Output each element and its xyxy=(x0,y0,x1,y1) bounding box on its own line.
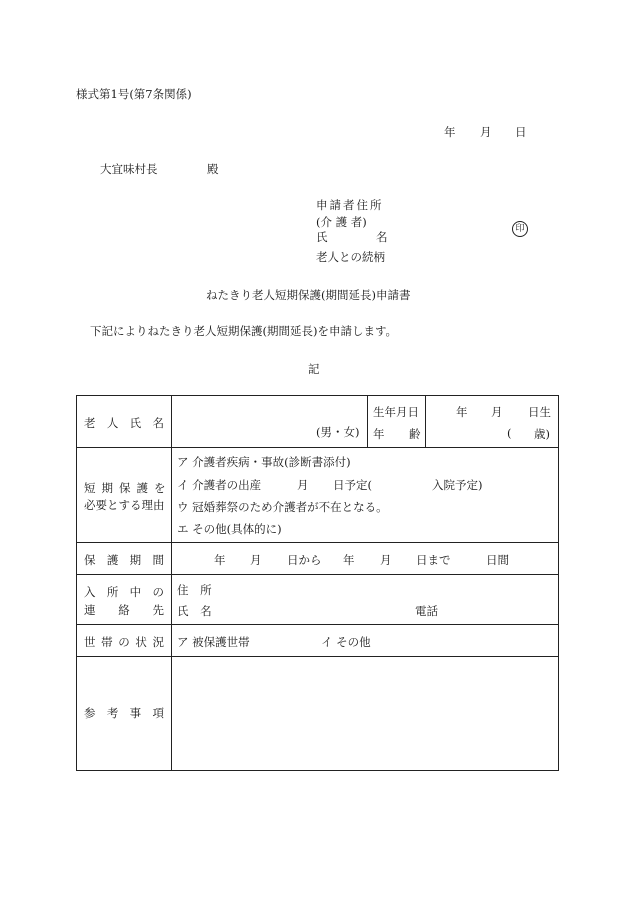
age-label-1: 年 xyxy=(373,427,385,441)
label-char: 参 xyxy=(84,706,96,720)
label-char: 所 xyxy=(106,585,119,599)
period-end-month: 月 xyxy=(380,553,392,567)
row4-label-line2 xyxy=(84,602,164,618)
birth-year-label: 年 xyxy=(456,405,468,419)
reason-item-b-month: 月 xyxy=(297,478,309,492)
column-divider xyxy=(171,396,172,770)
label-char: 事 xyxy=(129,706,142,720)
label-char: 入 xyxy=(84,585,96,599)
period-start-month: 月 xyxy=(250,553,262,567)
row-divider xyxy=(77,574,558,575)
label-char: 帯 xyxy=(101,635,113,649)
label-char: 況 xyxy=(152,635,164,649)
reason-item-b: イ 介護者の出産 xyxy=(177,478,262,492)
label-char: 老 xyxy=(84,416,96,430)
label-char: 間 xyxy=(152,553,164,567)
period-start-year: 年 xyxy=(214,553,226,567)
form-number: 様式第1号(第7条関係) xyxy=(76,87,192,101)
reason-item-a: ア 介護者疾病・事故(診断書添付) xyxy=(177,455,351,469)
row-divider xyxy=(77,447,558,448)
period-days: 日間 xyxy=(486,553,509,567)
reason-item-b-day: 日予定( xyxy=(333,478,372,492)
label-char: 期 xyxy=(129,553,142,567)
row-divider xyxy=(77,624,558,625)
label-char: 護 xyxy=(106,553,119,567)
addressee-name: 大宜味村長 xyxy=(100,162,158,176)
row4-label-line1 xyxy=(84,584,164,600)
document-title: ねたきり老人短期保護(期間延長)申請書 xyxy=(206,288,411,302)
period-end-year: 年 xyxy=(343,553,355,567)
reason-item-b-hospital: 入院予定) xyxy=(432,478,483,492)
label-char: 人 xyxy=(106,416,119,430)
column-divider xyxy=(425,396,426,447)
row1-label xyxy=(84,415,164,431)
reason-item-d: エ その他(具体的に) xyxy=(177,522,282,536)
date-day-label: 日 xyxy=(515,125,527,139)
label-char: 中 xyxy=(129,585,142,599)
applicant-caregiver-label: (介 護 者) xyxy=(316,215,367,229)
reason-item-c: ウ 冠婚葬祭のため介護者が不在となる。 xyxy=(177,500,388,514)
applicant-relationship-label: 老人との続柄 xyxy=(316,250,385,264)
applicant-address-label: 申請者住所 xyxy=(316,198,384,212)
contact-phone-label: 電話 xyxy=(415,604,438,618)
birth-day-label: 日生 xyxy=(528,405,551,419)
row2-label-line2: 必要とする理由 xyxy=(84,498,165,512)
household-option-a: ア 被保護世帯 xyxy=(177,635,250,649)
application-table xyxy=(76,395,559,771)
addressee-honorific: 殿 xyxy=(207,162,219,176)
row6-label xyxy=(84,705,164,721)
label-char: 考 xyxy=(106,706,119,720)
birth-date-label: 生年月日 xyxy=(373,405,419,419)
date-month-label: 月 xyxy=(480,125,492,139)
label-char: 絡 xyxy=(118,603,130,617)
contact-address-label: 住 所 xyxy=(177,583,212,597)
period-start-day: 日から xyxy=(287,553,322,567)
row2-label-line1: 短期保護を xyxy=(84,481,172,495)
contact-name-label: 氏 名 xyxy=(177,604,212,618)
ki-label: 記 xyxy=(308,362,320,376)
applicant-name-label-2: 名 xyxy=(376,230,388,244)
birth-month-label: 月 xyxy=(491,405,503,419)
label-char: 項 xyxy=(152,706,164,720)
applicant-name-label-1: 氏 xyxy=(316,230,328,244)
sex-field: (男・女) xyxy=(316,425,360,439)
row3-label xyxy=(84,552,164,568)
label-char: の xyxy=(118,635,130,649)
row-divider xyxy=(77,542,558,543)
label-char: 氏 xyxy=(129,416,142,430)
label-char: 保 xyxy=(84,553,96,567)
label-char: 名 xyxy=(152,416,164,430)
label-char: 先 xyxy=(152,603,164,617)
row5-label xyxy=(84,634,164,650)
label-char: 状 xyxy=(135,635,147,649)
label-char: 連 xyxy=(84,603,96,617)
row-divider xyxy=(77,656,558,657)
age-open-paren: ( xyxy=(507,426,512,440)
age-close-label: 歳) xyxy=(534,427,550,441)
household-option-b: イ その他 xyxy=(321,635,371,649)
period-end-day: 日まで xyxy=(416,553,451,567)
intro-text: 下記によりねたきり老人短期保護(期間延長)を申請します。 xyxy=(90,324,398,338)
age-label-2: 齢 xyxy=(409,427,421,441)
seal-mark: 印 xyxy=(512,221,528,237)
column-divider xyxy=(367,396,368,447)
date-year-label: 年 xyxy=(444,125,456,139)
label-char: 世 xyxy=(84,635,96,649)
label-char: の xyxy=(152,585,164,599)
